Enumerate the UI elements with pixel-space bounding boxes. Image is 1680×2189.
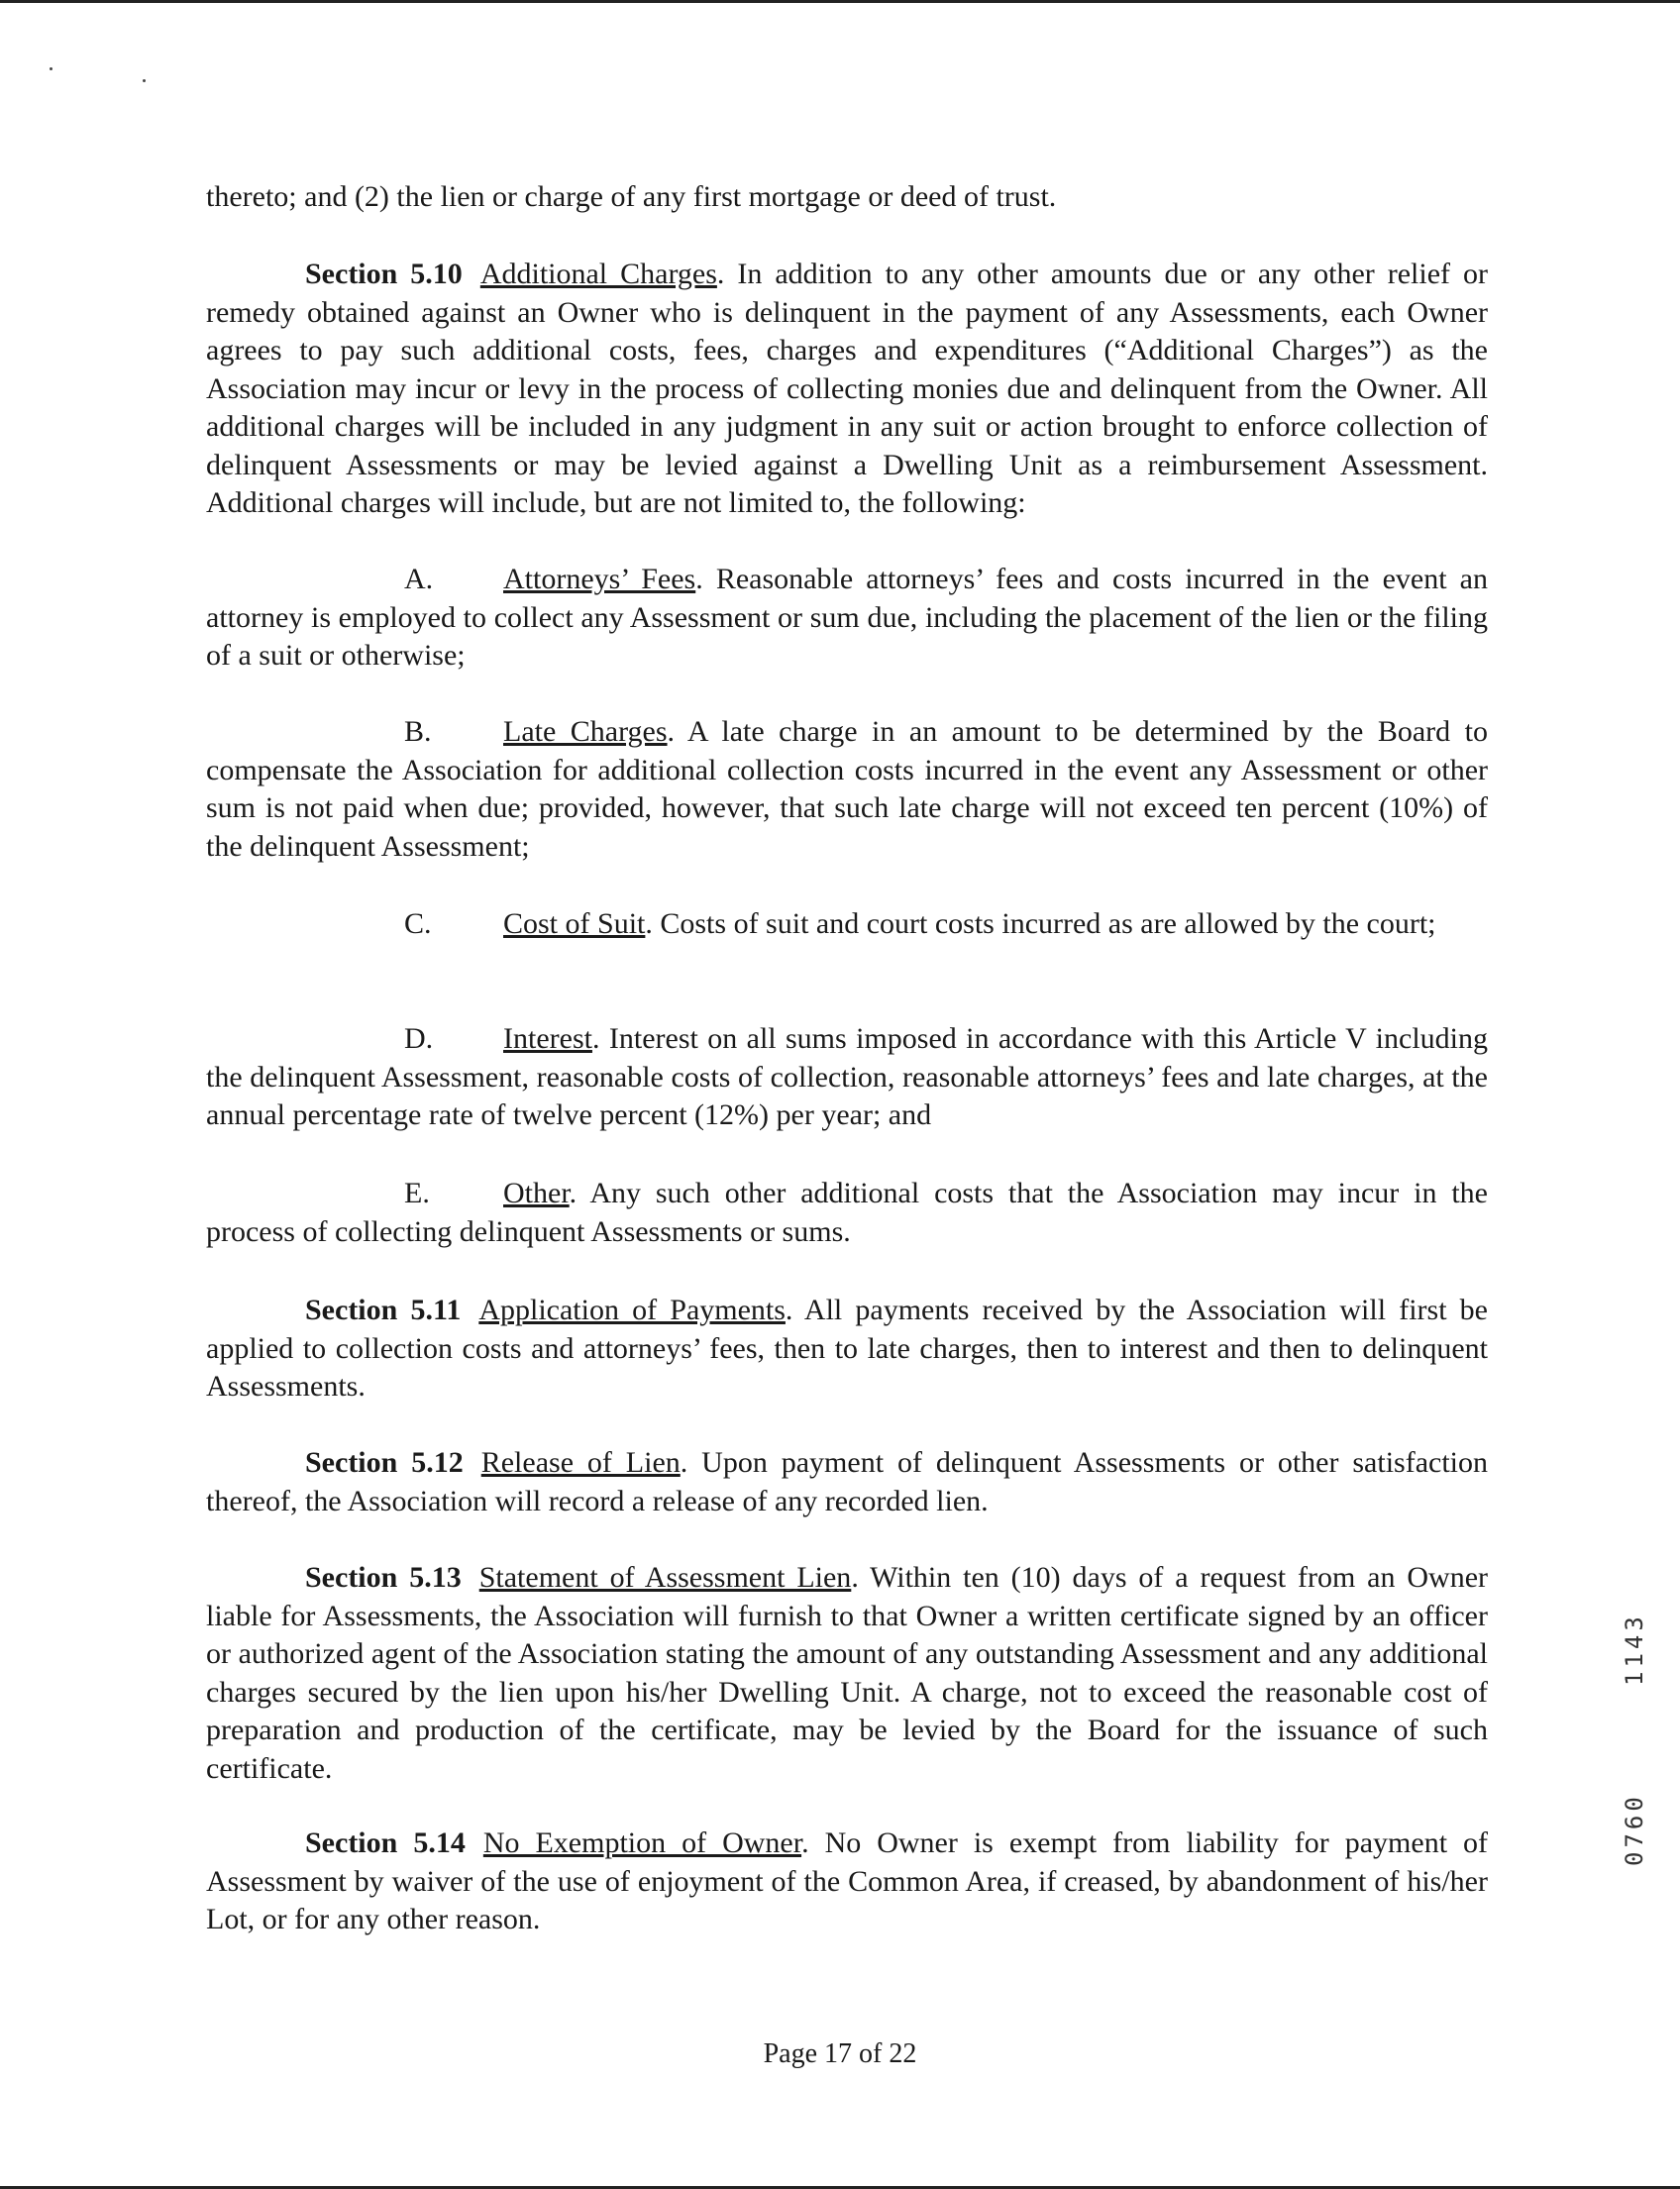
section-title: Statement of Assessment Lien [478,1561,852,1594]
item-title: Other [503,1177,570,1209]
item-body: . Costs of suit and court costs incurred as are allowed by the court; [645,907,1436,940]
item-b [206,713,1488,866]
section-body: . Upon payment of delinquent Assessments or other satisfaction thereof, the Association will record a release of any recorded lien. [206,1446,1488,1517]
intro-paragraph: thereto; and (2) the lien or charge of any first mortgage or deed of trust. [206,180,1057,213]
section-body: . No Owner is exempt from liability for payment of Assessment by waiver of the use of enjoyment of the Common Area, if creased, by abandonment of his/her Lot, or for any other reason. [206,1826,1489,1935]
section-label: Section 5.10 [305,258,463,290]
item-d [206,1020,1488,1135]
section-body: . All payments received by the Association will first be applied to collection costs and attorneys’ fees, then to late charges, then to interest and then to delinquent Assessments. [206,1294,1488,1403]
section-label: Section 5.14 [305,1826,466,1859]
item-body: . Any such other additional costs that the Association may incur in the process of collecting delinquent Assessments or sums. [206,1177,1488,1248]
section-5-10 [206,256,1488,523]
item-c [206,905,1488,944]
item-e [206,1175,1488,1251]
item-title: Late Charges [503,715,668,748]
recording-stamp-upper: 1143 [1621,1613,1648,1686]
scan-edge-top [0,0,1680,3]
item-title: Cost of Suit [503,907,646,940]
item-letter: B. [404,715,432,748]
section-label: Section 5.12 [305,1446,464,1479]
section-5-14 [206,1824,1488,1939]
item-title: Attorneys’ Fees [503,563,696,595]
page-number-footer: Page 17 of 22 [763,2038,917,2069]
section-5-12 [206,1444,1488,1520]
section-title: Additional Charges [479,258,717,290]
section-5-13 [206,1559,1488,1788]
item-letter: A. [404,563,434,595]
section-title: Application of Payments [478,1294,786,1326]
section-5-11 [206,1292,1488,1407]
section-title: No Exemption of Owner [482,1826,802,1859]
section-title: Release of Lien [480,1446,681,1479]
item-body: . A late charge in an amount to be determined by the Board to compensate the Association for additional collection costs incurred in the event any Assessment or other sum is not paid when due; provided, however, that such late charge will not exceed ten percent (10%) of the delinquent Assessment; [206,715,1488,863]
section-label: Section 5.11 [305,1294,462,1326]
item-a [206,561,1488,676]
item-letter: D. [404,1022,434,1055]
item-letter: C. [404,907,432,940]
scan-speck [50,67,52,70]
recording-stamp-lower: 0760 [1621,1793,1648,1866]
scan-speck [143,79,146,82]
section-body: . Within ten (10) days of a request from an Owner liable for Assessments, the Association will furnish to that Owner a written certificate signed by an officer or authorized agent of the Association stating the amount of any outstanding Assessment and any additional charges secured by the lien upon his/her Dwelling Unit. A charge, not to exceed the reasonable cost of preparation and production of the certificate, may be levied by the Board for the issuance of such certificate. [206,1561,1489,1785]
item-body: . Reasonable attorneys’ fees and costs incurred in the event an attorney is employed to collect any Assessment or sum due, including the placement of the lien or the filing of a suit or otherwise; [206,563,1488,672]
section-label: Section 5.13 [305,1561,462,1594]
item-letter: E. [404,1177,430,1209]
item-body: . Interest on all sums imposed in accordance with this Article V including the delinquent Assessment, reasonable costs of collection, reasonable attorneys’ fees and late charges, at the annual percentage rate of twelve percent (12%) per year; and [206,1022,1488,1131]
section-body: . In addition to any other amounts due or any other relief or remedy obtained against an Owner who is delinquent in the payment of any Assessments, each Owner agrees to pay such additional costs, fees, charges and expenditures (“Additional Charges”) as the Association may incur or levy in the process of collecting monies due and delinquent from the Owner. All additional charges will be included in any judgment in any suit or action brought to enforce collection of delinquent Assessments or may be levied against a Dwelling Unit as a reimbursement Assessment. Additional charges will include, but are not limited to, the following: [206,258,1488,519]
item-title: Interest [503,1022,592,1055]
